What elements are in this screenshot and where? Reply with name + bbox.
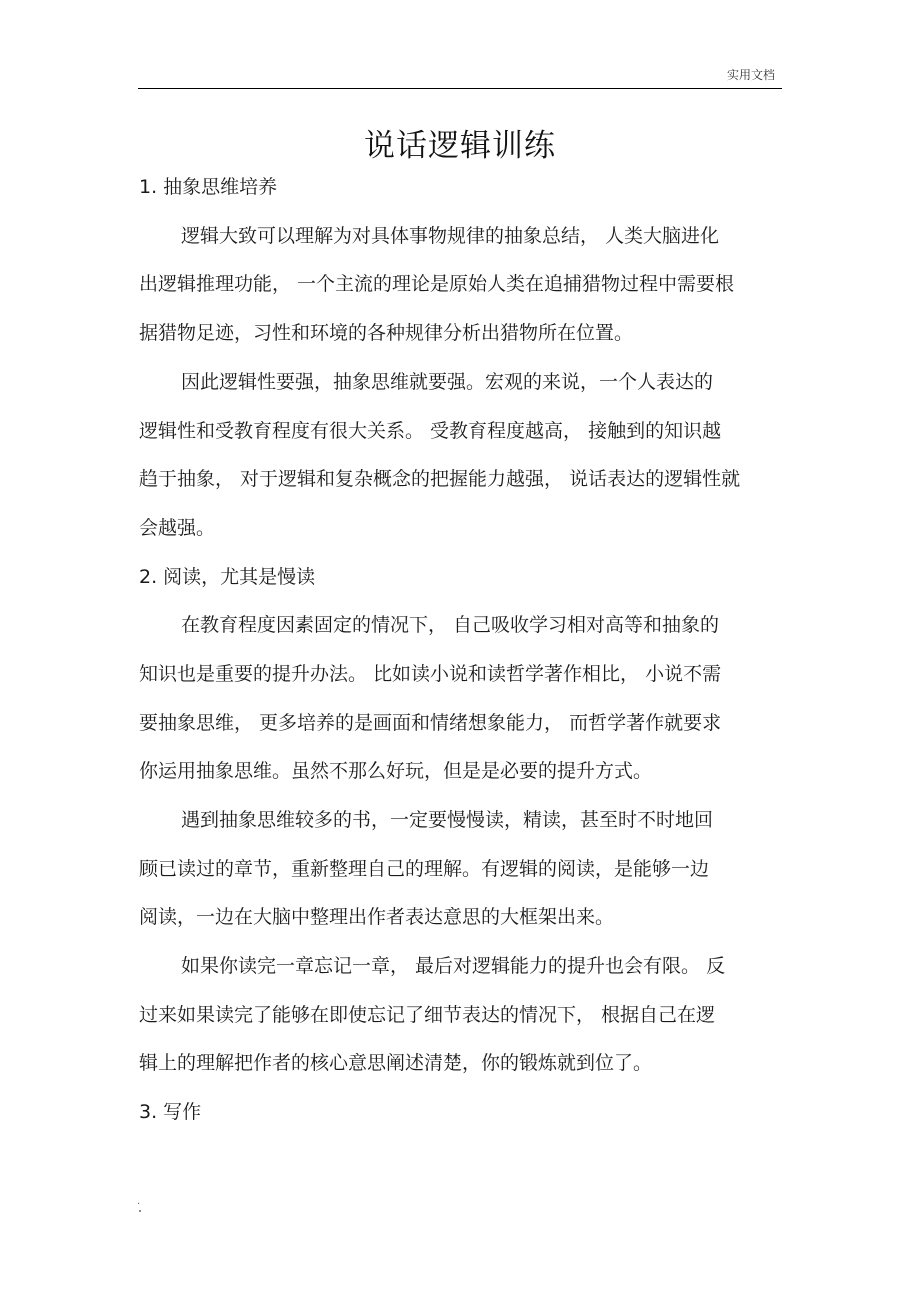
paragraph-line: 会越强。 [139, 517, 216, 539]
header-rule [138, 88, 782, 89]
section-heading-3: 3. 写作 [139, 1101, 202, 1123]
paragraph-line: 如果你读完一章忘记一章， 最后对逻辑能力的提升也会有限。 反 [181, 955, 726, 977]
footer-mark: . [139, 1210, 141, 1212]
paragraph-line: 因此逻辑性要强，抽象思维就要强。宏观的来说，一个人表达的 [181, 371, 714, 393]
paragraph-line: 过来如果读完了能够在即使忘记了细节表达的情况下， 根据自己在逻 [139, 1004, 716, 1026]
paragraph-line: 逻辑大致可以理解为对具体事物规律的抽象总结， 人类大脑进化 [181, 225, 720, 247]
paragraph-line: 在教育程度因素固定的情况下， 自己吸收学习相对高等和抽象的 [181, 614, 720, 636]
header-label: 实用文档 [726, 68, 775, 82]
paragraph-line: 遇到抽象思维较多的书，一定要慢慢读，精读，甚至时不时地回 [181, 809, 714, 831]
paragraph-line: 阅读，一边在大脑中整理出作者表达意思的大框架出来。 [139, 906, 615, 928]
section-heading-2: 2. 阅读，尤其是慢读 [139, 566, 316, 588]
document-title: 说话逻辑训练 [364, 128, 556, 164]
paragraph-line: 要抽象思维， 更多培养的是画面和情绪想象能力， 而哲学著作就要求 [139, 712, 722, 734]
paragraph-line: 知识也是重要的提升办法。 比如读小说和读哲学著作相比， 小说不需 [139, 663, 722, 685]
paragraph-line: 据猎物足迹，习性和环境的各种规律分析出猎物所在位置。 [139, 322, 634, 344]
paragraph-line: 辑上的理解把作者的核心意思阐述清楚，你的锻炼就到位了。 [139, 1052, 653, 1074]
section-heading-1: 1. 抽象思维培养 [139, 176, 278, 198]
paragraph-line: 出逻辑推理功能， 一个主流的理论是原始人类在追捕猎物过程中需要根 [139, 273, 735, 295]
paragraph-line: 逻辑性和受教育程度有很大关系。 受教育程度越高， 接触到的知识越 [139, 420, 722, 442]
paragraph-line: 顾已读过的章节，重新整理自己的理解。有逻辑的阅读，是能够一边 [139, 858, 710, 880]
paragraph-line: 趋于抽象， 对于逻辑和复杂概念的把握能力越强， 说话表达的逻辑性就 [139, 468, 741, 490]
paragraph-line: 你运用抽象思维。虽然不那么好玩，但是是必要的提升方式。 [139, 760, 653, 782]
